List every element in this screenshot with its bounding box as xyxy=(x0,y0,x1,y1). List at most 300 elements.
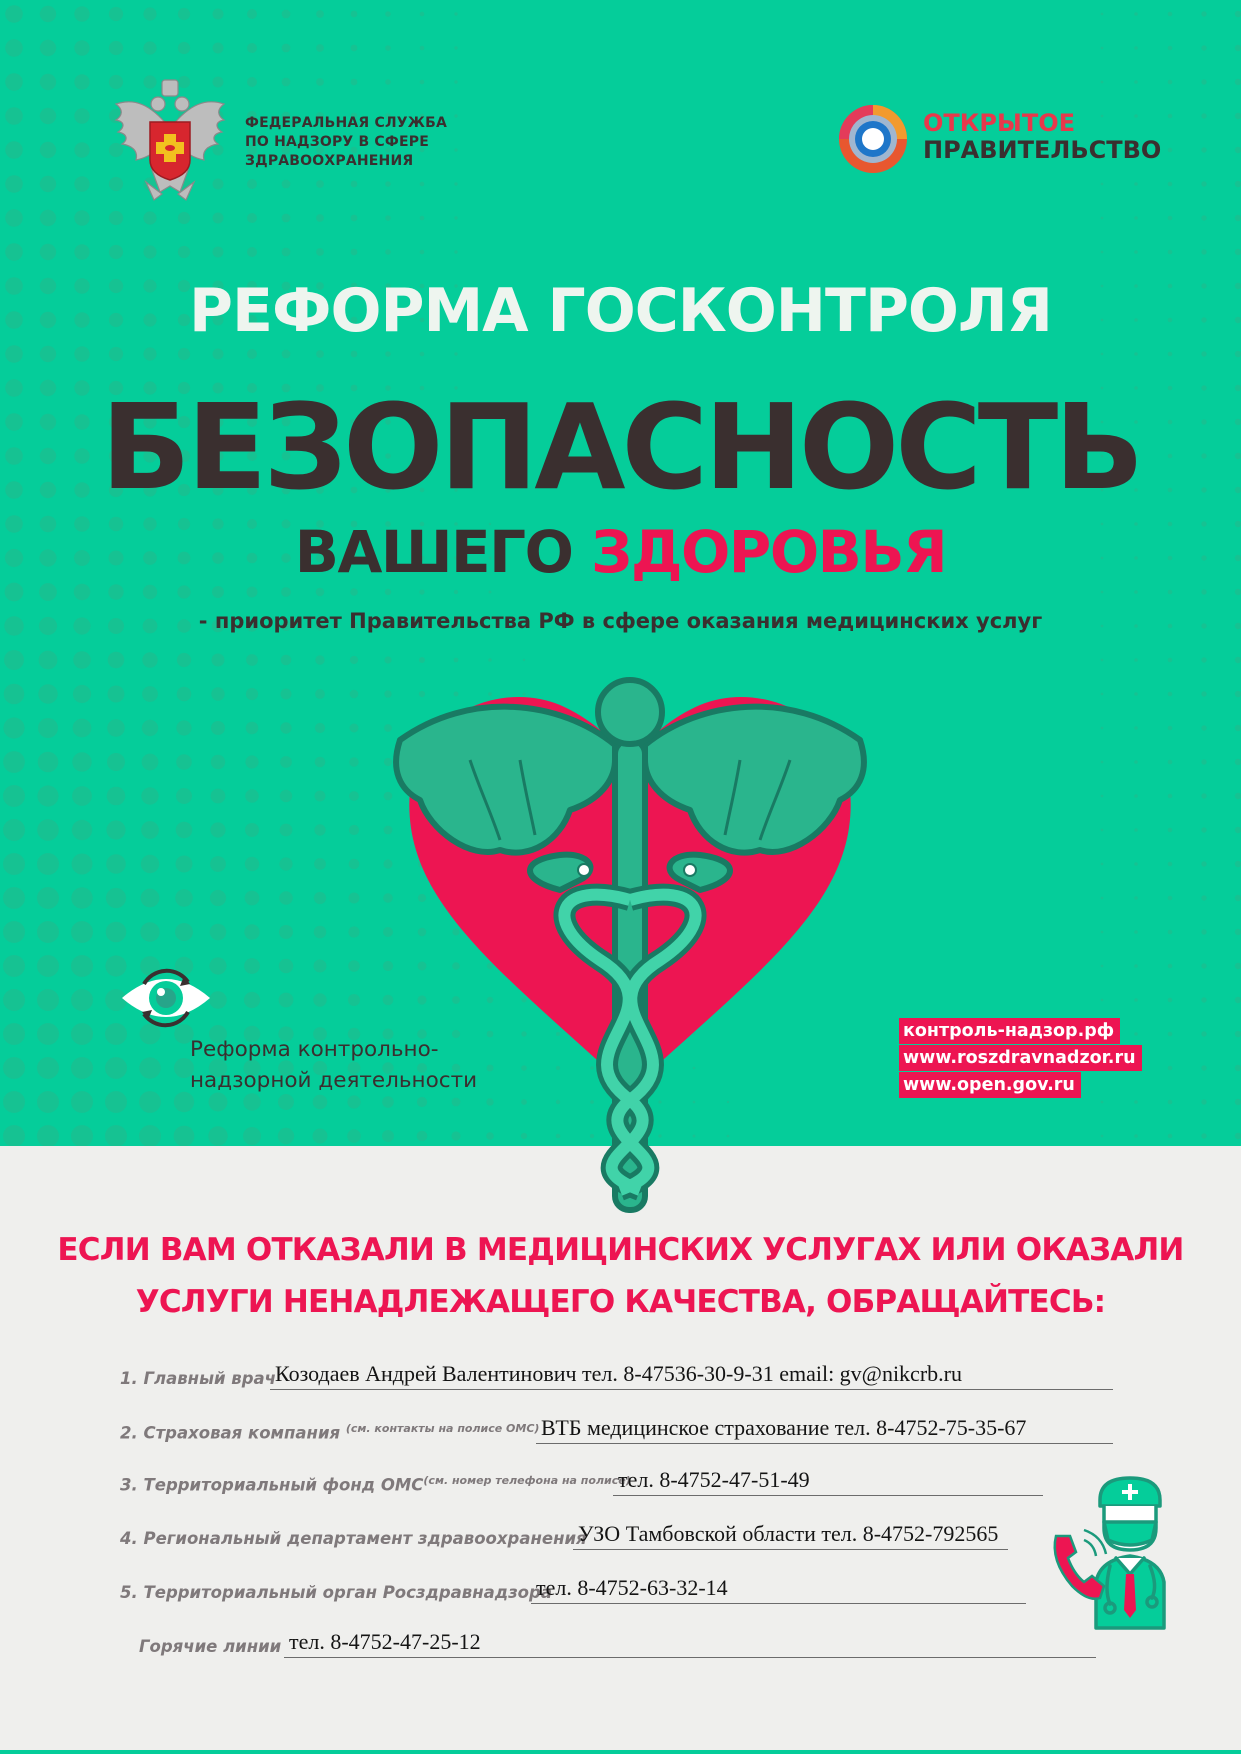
background-dot xyxy=(1168,80,1173,85)
background-dot xyxy=(454,46,457,49)
background-dot xyxy=(143,7,156,20)
background-dot xyxy=(74,108,89,123)
complaint-heading-line-1: ЕСЛИ ВАМ ОТКАЗАЛИ В МЕДИЦИНСКИХ УСЛУГАХ ИЛИ ОКАЗАЛИ xyxy=(57,1232,1184,1268)
background-dot xyxy=(108,652,125,669)
background-dot xyxy=(1235,827,1241,833)
background-dot xyxy=(72,786,92,806)
background-dot xyxy=(280,824,293,837)
background-dot xyxy=(176,788,192,804)
background-dot xyxy=(40,74,56,90)
background-dot xyxy=(1201,1065,1206,1070)
background-dot xyxy=(350,724,359,733)
background-dot xyxy=(1101,761,1104,764)
health-title xyxy=(0,518,1241,586)
background-dot xyxy=(1168,590,1173,595)
background-dot xyxy=(454,182,457,185)
background-dot xyxy=(316,248,324,256)
background-dot xyxy=(72,820,92,840)
background-dot xyxy=(178,348,190,360)
background-dot xyxy=(282,248,291,257)
eye-icon xyxy=(118,968,214,1028)
background-dot xyxy=(245,857,259,871)
background-dot xyxy=(3,1091,25,1113)
background-dot xyxy=(1235,963,1241,969)
background-dot xyxy=(1101,251,1104,254)
background-dot xyxy=(247,213,257,223)
background-dot xyxy=(315,757,326,768)
background-dot xyxy=(143,41,156,54)
background-dot xyxy=(74,74,89,89)
reform-title: РЕФОРМА ГОСКОНТРОЛЯ xyxy=(189,276,1052,346)
background-dot xyxy=(1134,930,1138,934)
background-dot xyxy=(1201,249,1206,254)
background-dot xyxy=(175,923,193,941)
background-dot xyxy=(1101,1135,1104,1138)
background-dot xyxy=(71,887,92,908)
background-dot xyxy=(1168,46,1173,51)
background-dot xyxy=(313,1095,328,1110)
background-dot xyxy=(176,856,193,873)
background-dot xyxy=(106,922,127,943)
contact-value: Козодаев Андрей Валентинович тел. 8-47536-30-9-31 email: gv@nikcrb.ru xyxy=(270,1359,1113,1390)
background-dot xyxy=(1101,183,1104,186)
background-dot xyxy=(246,722,259,735)
background-dot xyxy=(1134,998,1138,1002)
background-dot xyxy=(73,685,91,703)
background-dot xyxy=(140,922,159,941)
background-dot xyxy=(1101,863,1104,866)
background-dot xyxy=(74,6,89,21)
background-dot xyxy=(74,40,89,55)
background-dot xyxy=(247,179,257,189)
background-dot xyxy=(177,585,190,598)
background-dot xyxy=(213,43,224,54)
background-dot xyxy=(3,751,25,773)
background-dot xyxy=(5,141,23,159)
background-dot xyxy=(37,921,59,943)
background-dot xyxy=(1235,11,1241,17)
background-dot xyxy=(350,588,358,596)
background-dot xyxy=(247,77,257,87)
background-dot xyxy=(245,891,260,906)
background-dot xyxy=(176,720,191,735)
background-dot xyxy=(141,889,160,908)
background-dot xyxy=(280,756,292,768)
background-dot xyxy=(1235,929,1241,935)
background-dot xyxy=(1168,692,1173,697)
background-dot xyxy=(106,854,126,874)
background-dot xyxy=(313,993,326,1006)
background-dot xyxy=(488,658,492,662)
background-dot xyxy=(1134,12,1138,16)
background-dot xyxy=(247,43,257,53)
health-prefix: ВАШЕГО xyxy=(294,518,573,586)
background-dot xyxy=(3,887,25,909)
priority-subtitle: - приоритет Правительства РФ в сфере оказания медицинских услуг xyxy=(198,609,1043,633)
background-dot xyxy=(316,180,324,188)
background-dot xyxy=(1134,250,1138,254)
background-dot xyxy=(142,652,157,667)
background-dot xyxy=(213,349,224,360)
background-dot xyxy=(282,10,291,19)
background-dot xyxy=(212,586,224,598)
background-dot xyxy=(1168,1066,1173,1071)
background-dot xyxy=(141,855,159,873)
background-dot xyxy=(420,250,425,255)
background-dot xyxy=(316,350,324,358)
background-dot xyxy=(3,921,25,943)
background-dot xyxy=(74,346,89,361)
background-dot xyxy=(4,684,25,705)
background-dot xyxy=(1168,114,1173,119)
background-dot xyxy=(109,211,123,225)
background-dot xyxy=(314,926,327,939)
background-dot xyxy=(1101,931,1104,934)
background-dot xyxy=(1101,591,1104,594)
background-dot xyxy=(316,588,325,597)
background-dot xyxy=(142,720,158,736)
background-dot xyxy=(37,853,59,875)
background-dot xyxy=(74,584,91,601)
contact-value: тел. 8-4752-47-25-12 xyxy=(284,1627,1096,1658)
link-kontrol-nadzor[interactable]: контроль-надзор.рф xyxy=(899,1018,1120,1044)
background-dot xyxy=(3,819,25,841)
background-dot xyxy=(5,107,23,125)
background-dot xyxy=(247,247,257,257)
background-dot xyxy=(1235,759,1241,765)
background-dot xyxy=(1235,861,1241,867)
background-dot xyxy=(1235,351,1241,357)
background-dot xyxy=(1101,999,1104,1002)
background-dot xyxy=(37,1091,59,1113)
background-dot xyxy=(3,785,25,807)
federal-service-line-2: ПО НАДЗОРУ В СФЕРЕ xyxy=(245,134,429,150)
background-dot xyxy=(420,80,425,85)
background-dot xyxy=(420,46,425,51)
background-dot xyxy=(40,6,56,22)
background-dot xyxy=(1134,760,1138,764)
background-dot xyxy=(351,249,358,256)
background-dot xyxy=(1134,828,1138,832)
background-dot xyxy=(385,79,391,85)
background-dot xyxy=(1134,862,1138,866)
bottom-border xyxy=(0,1750,1241,1754)
background-dot xyxy=(40,176,56,192)
background-dot xyxy=(107,753,125,771)
background-dot xyxy=(40,142,56,158)
background-dot xyxy=(1134,1100,1138,1104)
background-dot xyxy=(108,584,123,599)
background-dot xyxy=(72,752,91,771)
background-dot xyxy=(420,182,425,187)
background-dot xyxy=(454,658,459,663)
background-dot xyxy=(107,787,126,806)
background-dot xyxy=(178,246,190,258)
health-word: ЗДОРОВЬЯ xyxy=(591,518,947,586)
background-dot xyxy=(384,656,391,663)
background-dot xyxy=(1235,1099,1241,1105)
background-dot xyxy=(208,1126,227,1145)
background-dot xyxy=(1168,726,1173,731)
open-government-line-1: ОТКРЫТОЕ xyxy=(923,109,1076,137)
background-dot xyxy=(279,925,293,939)
background-dot xyxy=(73,651,91,669)
background-dot xyxy=(1101,829,1104,832)
background-dot xyxy=(247,9,257,19)
background-dot xyxy=(74,244,89,259)
background-dot xyxy=(109,245,123,259)
background-dot xyxy=(315,791,326,802)
background-dot xyxy=(1101,13,1104,16)
background-dot xyxy=(1168,148,1173,153)
background-dot xyxy=(1168,1032,1173,1037)
background-dot xyxy=(5,39,23,57)
background-dot xyxy=(73,719,92,738)
background-dot xyxy=(280,790,292,802)
background-dot xyxy=(40,210,56,226)
background-dot xyxy=(349,791,359,801)
background-dot xyxy=(385,589,391,595)
background-dot xyxy=(316,44,324,52)
background-dot xyxy=(211,687,224,700)
background-dot xyxy=(315,655,324,664)
background-dot xyxy=(210,856,226,872)
background-dot xyxy=(279,959,293,973)
background-dot xyxy=(1168,1100,1173,1105)
background-dot xyxy=(1134,896,1138,900)
background-dot xyxy=(142,686,158,702)
background-dot xyxy=(489,591,492,594)
background-dot xyxy=(454,80,457,83)
background-dot xyxy=(350,690,359,699)
background-dot xyxy=(245,755,258,768)
background-dot xyxy=(71,989,93,1011)
background-dot xyxy=(37,1057,59,1079)
background-dot xyxy=(1235,691,1241,697)
background-dot xyxy=(1235,147,1241,153)
background-dot xyxy=(143,211,156,224)
background-dot xyxy=(105,1057,127,1079)
background-dot xyxy=(210,924,227,941)
background-dot xyxy=(211,789,226,804)
background-dot xyxy=(177,687,192,702)
background-dot xyxy=(247,587,258,598)
complaint-heading xyxy=(0,1224,1241,1328)
background-dot xyxy=(105,1125,127,1146)
background-dot xyxy=(1168,658,1173,663)
background-dot xyxy=(1101,659,1104,662)
background-dot xyxy=(281,587,291,597)
background-dot xyxy=(1168,896,1173,901)
background-dot xyxy=(175,889,193,907)
background-dot xyxy=(351,351,358,358)
background-dot xyxy=(1168,828,1173,833)
background-dot xyxy=(1134,216,1138,220)
background-dot xyxy=(385,351,391,357)
background-dot xyxy=(419,589,424,594)
background-dot xyxy=(1168,250,1173,255)
background-dot xyxy=(74,142,89,157)
background-dot xyxy=(106,820,125,839)
safety-title: БЕЗОПАСНОСТЬ xyxy=(100,378,1141,516)
background-dot xyxy=(348,994,360,1006)
background-dot xyxy=(1201,1133,1206,1138)
federal-service-line-1: ФЕДЕРАЛЬНАЯ СЛУЖБА xyxy=(245,115,448,131)
background-dot xyxy=(1235,215,1241,221)
background-dot xyxy=(279,891,293,905)
contact-label: Горячие линии xyxy=(139,1637,282,1656)
background-dot xyxy=(72,854,93,875)
contact-note: (см. номер телефона на полисе) xyxy=(423,1473,631,1487)
background-dot xyxy=(349,757,358,766)
background-dot xyxy=(1134,726,1138,730)
background-dot xyxy=(244,958,260,974)
background-dot xyxy=(1101,795,1104,798)
background-dot xyxy=(1235,79,1241,85)
background-dot xyxy=(1201,691,1206,696)
background-dot xyxy=(1201,1099,1206,1104)
background-dot xyxy=(143,585,157,599)
background-dot xyxy=(71,921,93,943)
background-dot xyxy=(3,1023,25,1045)
background-dot xyxy=(39,651,58,670)
background-dot xyxy=(139,1125,161,1146)
background-dot xyxy=(419,657,425,663)
background-dot xyxy=(1168,182,1173,187)
background-dot xyxy=(246,688,258,700)
background-dot xyxy=(109,347,123,361)
background-dot xyxy=(71,1125,93,1146)
link-open-gov[interactable]: www.open.gov.ru xyxy=(899,1072,1081,1098)
background-dot xyxy=(245,789,259,803)
background-dot xyxy=(40,244,56,260)
background-dot xyxy=(281,655,292,666)
background-dot xyxy=(38,684,57,703)
background-dot xyxy=(1201,827,1206,832)
federal-service-name xyxy=(245,114,475,171)
background-dot xyxy=(1101,353,1104,356)
background-dot xyxy=(1168,964,1173,969)
background-dot xyxy=(279,993,294,1008)
background-dot xyxy=(71,1023,93,1045)
background-dot xyxy=(1134,1134,1138,1138)
background-dot xyxy=(1201,589,1206,594)
background-dot xyxy=(212,654,225,667)
background-dot xyxy=(315,723,325,733)
background-dot xyxy=(454,352,457,355)
background-dot xyxy=(106,888,126,908)
background-dot xyxy=(143,245,156,258)
background-dot xyxy=(351,79,358,86)
background-dot xyxy=(1168,998,1173,1003)
background-dot xyxy=(1201,997,1206,1002)
background-dot xyxy=(105,1091,127,1113)
background-dot xyxy=(38,718,58,738)
background-dot xyxy=(385,181,391,187)
background-dot xyxy=(1168,760,1173,765)
open-government-line-2: ПРАВИТЕЛЬСТВО xyxy=(923,136,1162,164)
background-dot xyxy=(141,821,159,839)
background-dot xyxy=(420,216,425,221)
background-dot xyxy=(278,1128,294,1144)
background-dot xyxy=(1235,181,1241,187)
background-dot xyxy=(3,989,25,1011)
background-dot xyxy=(1134,352,1138,356)
background-dot xyxy=(5,175,23,193)
contact-value: тел. 8-4752-47-51-49 xyxy=(613,1465,1043,1496)
background-dot xyxy=(282,78,291,87)
reform-note-line-1: Реформа контрольно- xyxy=(190,1037,439,1062)
background-dot xyxy=(71,1057,93,1079)
background-dot xyxy=(347,1129,361,1143)
background-dot xyxy=(1101,693,1104,696)
background-dot xyxy=(348,926,359,937)
background-dot xyxy=(245,823,259,837)
contact-value: тел. 8-4752-63-32-14 xyxy=(531,1573,1026,1604)
double-headed-eagle-emblem-icon xyxy=(110,74,230,206)
background-dot xyxy=(314,824,325,835)
background-dot xyxy=(347,1095,360,1108)
background-dot xyxy=(1235,657,1241,663)
background-dot xyxy=(1235,997,1241,1003)
background-dot xyxy=(282,350,291,359)
complaint-heading-line-2: УСЛУГИ НЕНАДЛЕЖАЩЕГО КАЧЕСТВА, ОБРАЩАЙТЕСЬ: xyxy=(135,1284,1106,1320)
background-dot xyxy=(1235,1065,1241,1071)
background-dot xyxy=(1235,1031,1241,1037)
background-dot xyxy=(1134,658,1138,662)
background-dot xyxy=(74,176,89,191)
background-dot xyxy=(1201,725,1206,730)
background-dot xyxy=(37,1125,59,1146)
background-dot xyxy=(1134,80,1138,84)
background-dot xyxy=(210,890,226,906)
background-dot xyxy=(37,989,59,1011)
background-dot xyxy=(108,686,125,703)
background-dot xyxy=(313,1129,328,1144)
background-dot xyxy=(246,654,258,666)
background-dot xyxy=(314,960,327,973)
background-dot xyxy=(385,45,391,51)
open-government-logo-icon xyxy=(836,102,910,176)
background-dot xyxy=(176,754,192,770)
background-dot xyxy=(385,11,391,17)
background-dot xyxy=(279,857,292,870)
background-dot xyxy=(1235,725,1241,731)
background-dot xyxy=(420,352,425,357)
background-dot xyxy=(213,247,224,258)
background-dot xyxy=(178,212,190,224)
link-roszdravnadzor[interactable]: www.roszdravnadzor.ru xyxy=(899,1045,1142,1071)
background-dot xyxy=(3,955,25,977)
background-dot xyxy=(243,1127,261,1145)
background-dot xyxy=(38,752,59,773)
background-dot xyxy=(1201,657,1206,662)
background-dot xyxy=(523,659,525,661)
background-dot xyxy=(141,787,158,804)
background-dot xyxy=(1168,352,1173,357)
background-dot xyxy=(1201,963,1206,968)
background-dot xyxy=(350,656,358,664)
background-dot xyxy=(37,1023,59,1045)
background-dot xyxy=(178,42,190,54)
background-dot xyxy=(244,924,259,939)
background-dot xyxy=(1168,216,1173,221)
background-dot xyxy=(139,1057,160,1078)
background-dot xyxy=(420,12,425,17)
contact-value: ВТБ медицинское страхование тел. 8-4752-75-35-67 xyxy=(536,1413,1113,1444)
background-dot xyxy=(1201,79,1206,84)
background-dot xyxy=(1235,895,1241,901)
